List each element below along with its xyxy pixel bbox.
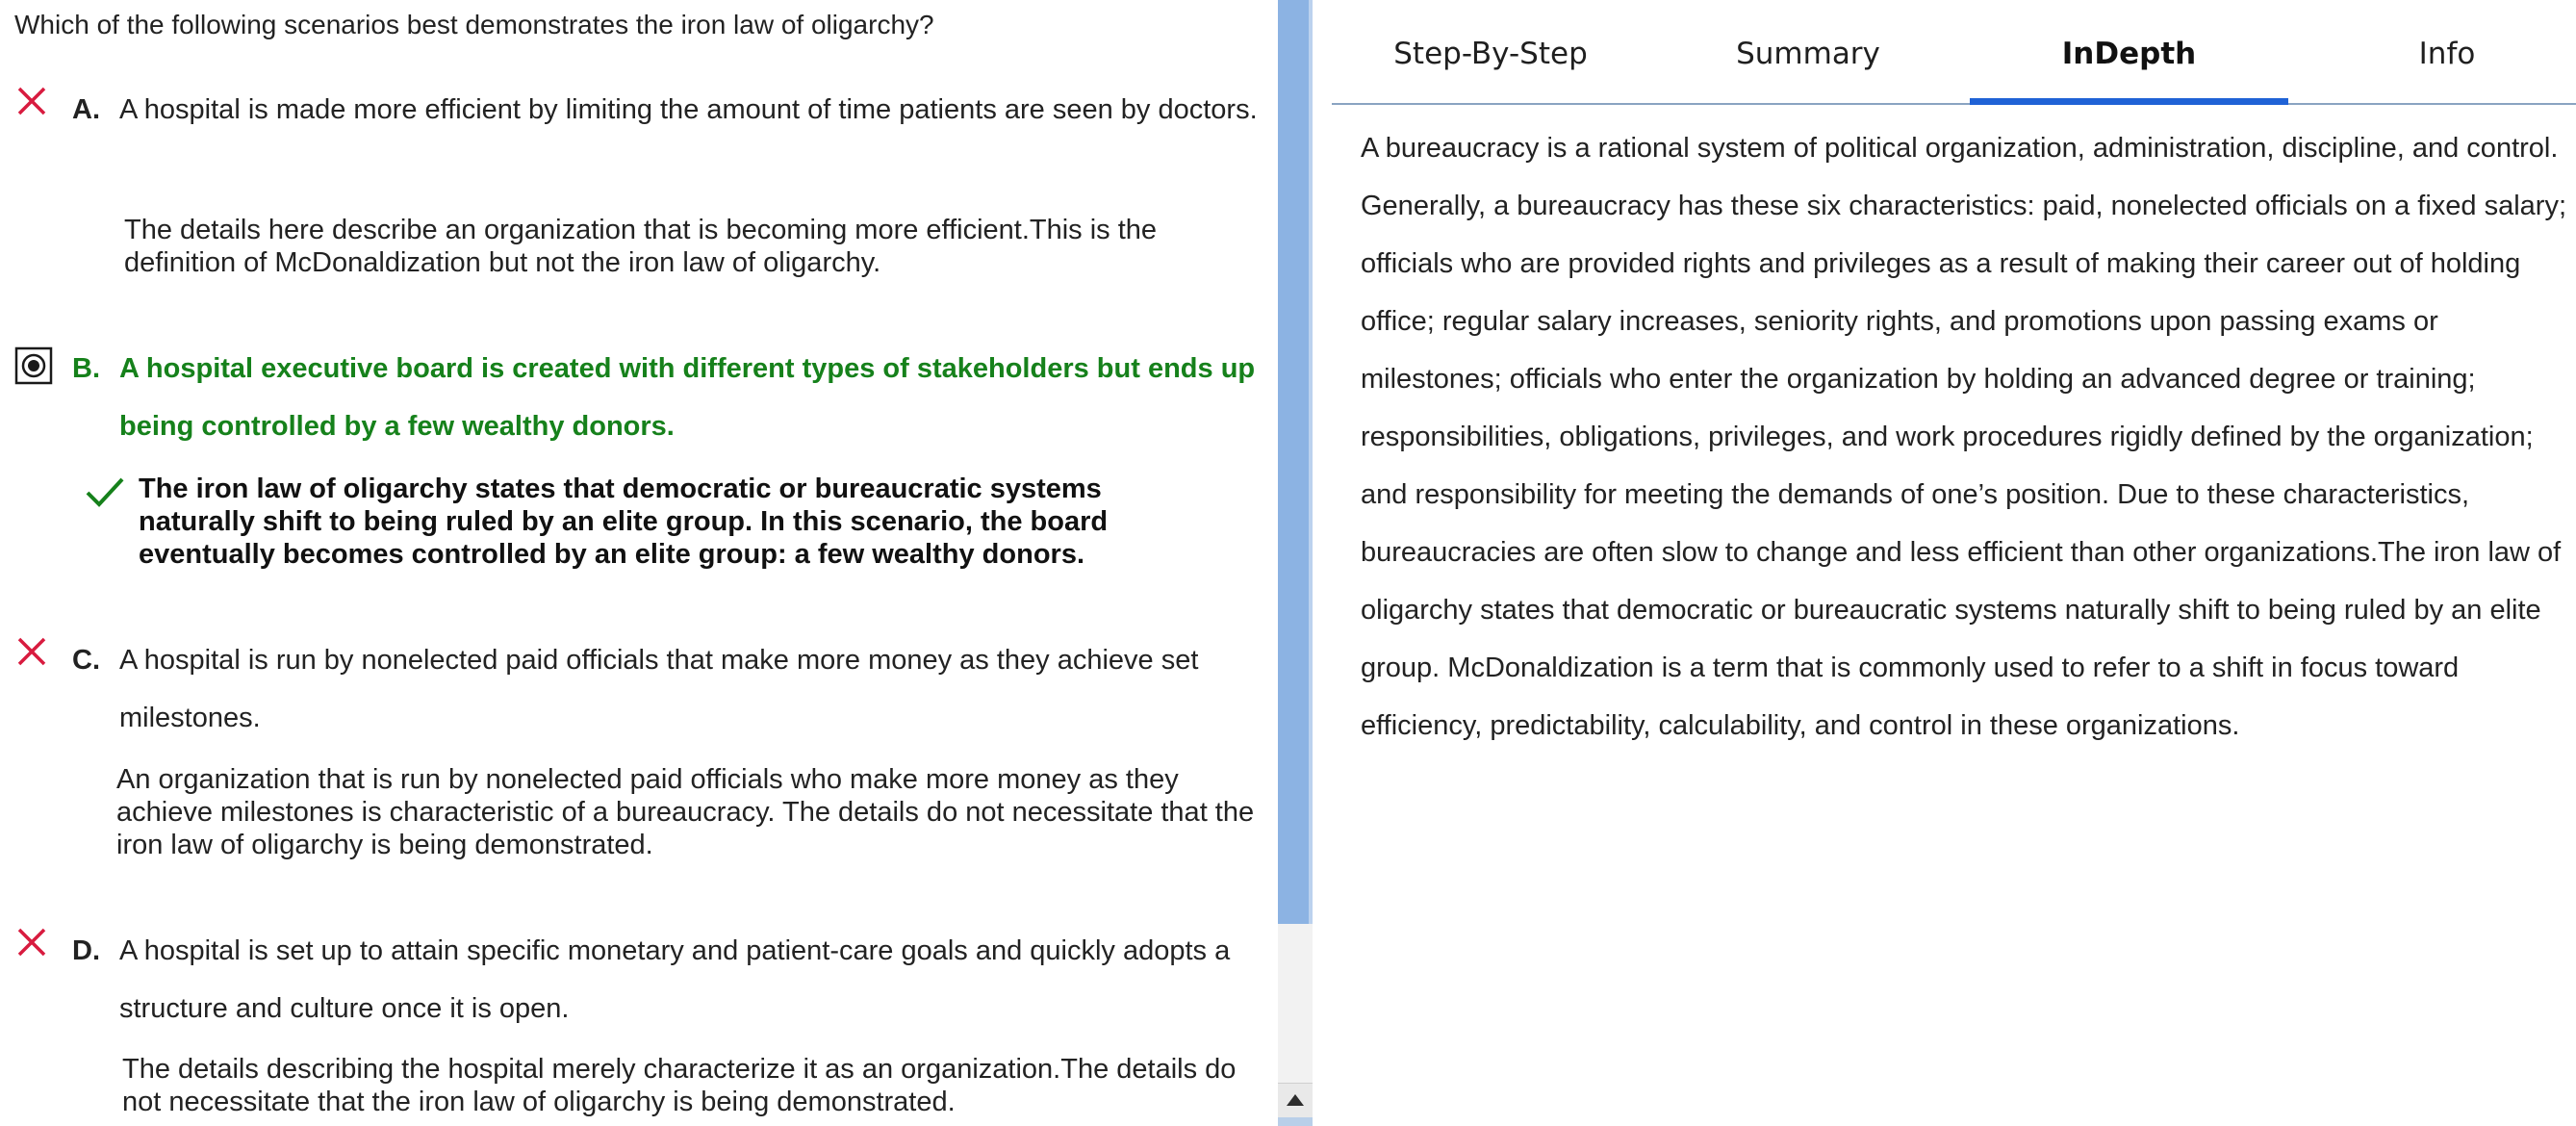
option-letter: B. xyxy=(72,353,100,384)
tab-step-by-step[interactable]: Step-By-Step xyxy=(1393,37,1588,71)
incorrect-x-icon xyxy=(15,926,48,963)
selected-radio-icon xyxy=(14,346,53,390)
option-text: A hospital is set up to attain specific monetary and patient-care goals and quickly adopts a structure and culture once it is open. xyxy=(119,935,1231,1024)
explanation-pane xyxy=(1313,0,2576,1126)
question-text: Which of the following scenarios best demonstrates the iron law of oligarchy? xyxy=(14,10,934,39)
scrollbar-thumb[interactable] xyxy=(1278,0,1313,924)
option-text: A hospital executive board is created with different types of stakeholders but ends up being controlled by a few wealthy donors. xyxy=(119,353,1256,442)
option-letter: C. xyxy=(72,645,100,676)
option-explanation: The iron law of oligarchy states that democratic or bureaucratic systems naturally shift to being ruled by an elite group. In this scenario, the board eventually becomes controlled by an elite group: a few wealthy donors. xyxy=(139,473,1109,570)
indepth-article: A bureaucracy is a rational system of political organization, administration, discipline, and control. Generally, a bureaucracy has these six characteristics: paid, nonelected officials on a fixed salary; officials who are provided rights and privileges as a result of making their career out of holding office; regular salary increases, seniority rights, and promotions upon passing exams or milestones; officials who enter the organization by holding an advanced degree or training; responsibilities, obligations, privileges, and work procedures rigidly defined by the organization; and responsibility for meeting the demands of one’s position. Due to these characteristics, bureaucracies are often slow to change and less efficient than other organizations.The iron law of oligarchy states that democratic or bureaucratic systems naturally shift to being ruled by an elite group. McDonaldization is a term that is commonly used to refer to a shift in focus toward efficiency, predictability, calculability, and control in these organizations. xyxy=(1361,133,2567,741)
option-explanation: The details describing the hospital merely characterize it as an organization.The details do not necessitate that the iron law of oligarchy is being demonstrated. xyxy=(122,1054,1237,1117)
option-text: A hospital is made more efficient by limiting the amount of time patients are seen by doctors. xyxy=(119,94,1258,125)
tab-bar xyxy=(1332,0,2576,105)
tab-indepth[interactable]: InDepth xyxy=(1970,0,2288,103)
checkmark-icon xyxy=(85,475,125,513)
tab-info[interactable]: Info xyxy=(2418,37,2476,71)
option-text: A hospital is run by nonelected paid officials that make more money as they achieve set milestones. xyxy=(119,645,1199,733)
option-letter: D. xyxy=(72,935,100,966)
option-explanation: An organization that is run by nonelected paid officials who make more money as they achieve milestones is characteristic of a bureaucracy. The details do not necessitate that the iron law of oligarchy is being demonstrated. xyxy=(116,764,1255,860)
scrollbar-track-end xyxy=(1278,1117,1313,1126)
incorrect-x-icon xyxy=(15,635,48,673)
tab-summary[interactable]: Summary xyxy=(1736,37,1880,71)
incorrect-x-icon xyxy=(15,85,48,122)
option-letter: A. xyxy=(72,94,100,125)
scrollbar[interactable] xyxy=(1278,0,1313,1126)
question-pane xyxy=(0,0,1278,1126)
option-explanation: The details here describe an organization that is becoming more efficient.This is the definition of McDonaldization but not the iron law of oligarchy. xyxy=(124,215,1158,278)
arrow-up-icon[interactable] xyxy=(1278,1083,1313,1118)
